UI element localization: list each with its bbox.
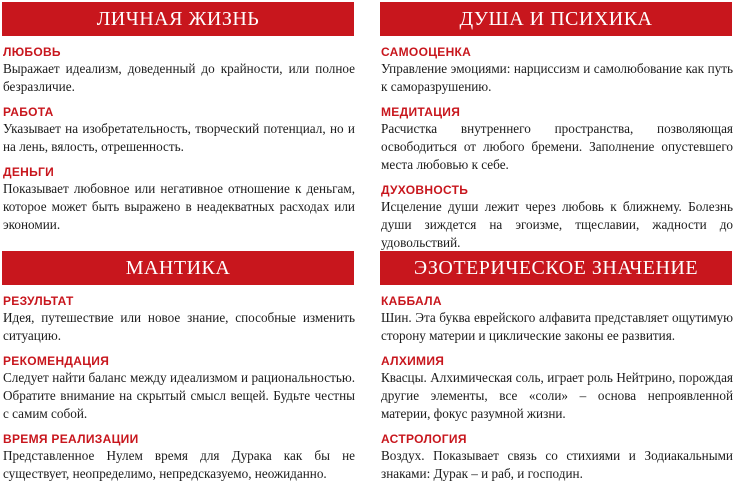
entry-heading: АСТРОЛОГИЯ: [381, 432, 467, 446]
entry-heading: РЕКОМЕНДАЦИЯ: [3, 354, 110, 368]
section-personal-life: [2, 2, 354, 243]
entry-astrology: [381, 432, 732, 483]
entry-heading: ЛЮБОВЬ: [3, 45, 61, 59]
section-title-banner: МАНТИКА: [2, 251, 354, 285]
entry-spirituality: [381, 183, 732, 252]
entry-love: [3, 45, 354, 96]
entry-alchemy: [381, 354, 732, 423]
entry-heading: РЕЗУЛЬТАТ: [3, 294, 74, 308]
entry-text: Следует найти баланс между идеализмом и рациональностью. Обратите внимание на скрытый смысл вещей. Будьте честны с самим собой.: [3, 370, 355, 421]
section-title-banner: ДУША И ПСИХИКА: [380, 2, 732, 36]
section-title-banner: ЛИЧНАЯ ЖИЗНЬ: [2, 2, 354, 36]
entry-heading: КАББАЛА: [381, 294, 442, 308]
entry-realization-time: [3, 432, 354, 483]
entry-heading: РАБОТА: [3, 105, 54, 119]
entry-heading: МЕДИТАЦИЯ: [381, 105, 461, 119]
entry-text: Шин. Эта буква еврейского алфавита представляет ощутимую сторону материи и циклические законы ее развития.: [381, 310, 733, 343]
entry-self-esteem: [381, 45, 732, 96]
entry-heading: САМООЦЕНКА: [381, 45, 472, 59]
entry-heading: ДЕНЬГИ: [3, 165, 55, 179]
entry-meditation: [381, 105, 732, 174]
section-mantic: [2, 251, 354, 492]
entry-recommendation: [3, 354, 354, 423]
entry-text: Представленное Нулем время для Дурака как бы не существует, неопределимо, непредсказуемо, неожиданно.: [3, 448, 355, 481]
section-soul-psyche: [380, 2, 732, 261]
section-title-banner: ЭЗОТЕРИЧЕСКОЕ ЗНАЧЕНИЕ: [380, 251, 732, 285]
entry-text: Управление эмоциями: нарциссизм и самолюбование как путь к саморазрушению.: [381, 61, 733, 94]
entry-text: Идея, путешествие или новое знание, способные изменить ситуацию.: [3, 310, 355, 343]
entry-result: [3, 294, 354, 345]
entry-text: Указывает на изобретательность, творческий потенциал, но и на лень, вялость, отрешенность.: [3, 121, 355, 154]
entry-heading: АЛХИМИЯ: [381, 354, 445, 368]
entry-text: Исцеление души лежит через любовь к ближнему. Болезнь души зиждется на эгоизме, тщеславии, жадности до удовольствий.: [381, 199, 733, 250]
entry-text: Выражает идеализм, доведенный до крайности, или полное безразличие.: [3, 61, 355, 94]
entry-text: Квасцы. Алхимическая соль, играет роль Нейтрино, порождая другие элементы, все «соли» – основа непроявленной материи, фокус разумной жизни.: [381, 370, 733, 421]
entry-heading: ВРЕМЯ РЕАЛИЗАЦИИ: [3, 432, 139, 446]
entry-money: [3, 165, 354, 234]
entry-work: [3, 105, 354, 156]
entry-heading: ДУХОВНОСТЬ: [381, 183, 469, 197]
entry-text: Показывает любовное или негативное отношение к деньгам, которое может быть выражено в неадекватных расходах или экономии.: [3, 181, 355, 232]
entry-text: Расчистка внутреннего пространства, позволяющая освободиться от любого бремени. Заполнение опустевшего места любовью к себе.: [381, 121, 733, 172]
section-esoteric-meaning: [380, 251, 732, 492]
entry-kabbalah: [381, 294, 732, 345]
entry-text: Воздух. Показывает связь со стихиями и Зодиакальными знаками: Дурак – и раб, и господин.: [381, 448, 733, 481]
